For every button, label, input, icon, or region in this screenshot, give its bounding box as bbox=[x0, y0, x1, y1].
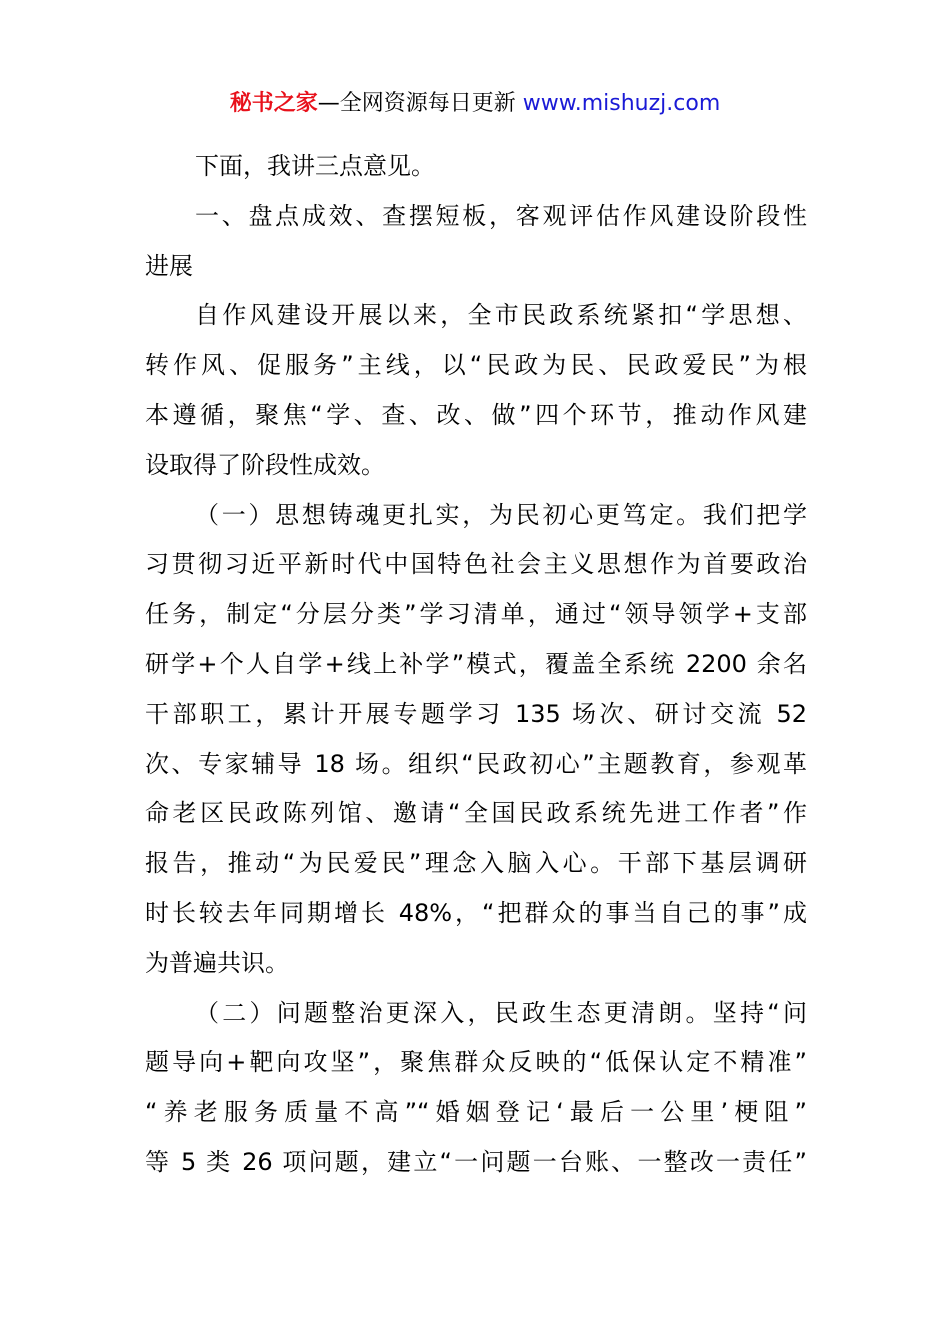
text-line: 研学+个人自学+线上补学”模式，覆盖全系统 2200 余名 bbox=[145, 649, 807, 678]
text-line: 为普遍共识。 bbox=[145, 948, 289, 977]
header-tagline: —全网资源每日更新 bbox=[317, 91, 523, 116]
text-line: 进展 bbox=[145, 251, 193, 280]
site-header bbox=[0, 88, 950, 120]
text-line: 转作风、促服务”主线，以“民政为民、民政爱民”为根 bbox=[145, 351, 807, 380]
text-line: 一、盘点成效、查摆短板，客观评估作风建设阶段性 bbox=[195, 201, 807, 230]
text-line: 次、专家辅导 18 场。组织“民政初心”主题教育，参观革 bbox=[145, 749, 807, 778]
text-line: 时长较去年同期增长 48%，“把群众的事当自己的事”成 bbox=[145, 898, 807, 927]
text-line: 题导向+靶向攻坚”，聚焦群众反映的“低保认定不精准” bbox=[145, 1048, 807, 1077]
text-line: 等 5 类 26 项问题，建立“一问题一台账、一整改一责任” bbox=[145, 1147, 807, 1176]
text-line: 设取得了阶段性成效。 bbox=[145, 450, 385, 479]
site-url-link[interactable]: www.mishuzj.com bbox=[522, 91, 721, 116]
text-line: “养老服务质量不高”“婚姻登记‘最后一公里’梗阻” bbox=[145, 1098, 807, 1127]
text-line: （一）思想铸魂更扎实，为民初心更笃定。我们把学 bbox=[195, 500, 807, 529]
text-line: 本遵循，聚焦“学、查、改、做”四个环节，推动作风建 bbox=[145, 400, 807, 429]
text-line: 下面，我讲三点意见。 bbox=[195, 152, 435, 180]
document-body bbox=[145, 142, 807, 1188]
text-line: 报告，推动“为民爱民”理念入脑入心。干部下基层调研 bbox=[145, 849, 807, 878]
text-line: 习贯彻习近平新时代中国特色社会主义思想作为首要政治 bbox=[145, 550, 807, 579]
text-line: （二）问题整治更深入，民政生态更清朗。坚持“问 bbox=[195, 998, 807, 1027]
text-line: 任务，制定“分层分类”学习清单，通过“领导领学+支部 bbox=[145, 600, 807, 629]
text-line: 自作风建设开展以来，全市民政系统紧扣“学思想、 bbox=[195, 301, 807, 330]
text-line: 命老区民政陈列馆、邀请“全国民政系统先进工作者”作 bbox=[145, 799, 807, 828]
brand-name: 秘书之家 bbox=[229, 91, 318, 116]
text-line: 干部职工，累计开展专题学习 135 场次、研讨交流 52 bbox=[145, 699, 807, 728]
